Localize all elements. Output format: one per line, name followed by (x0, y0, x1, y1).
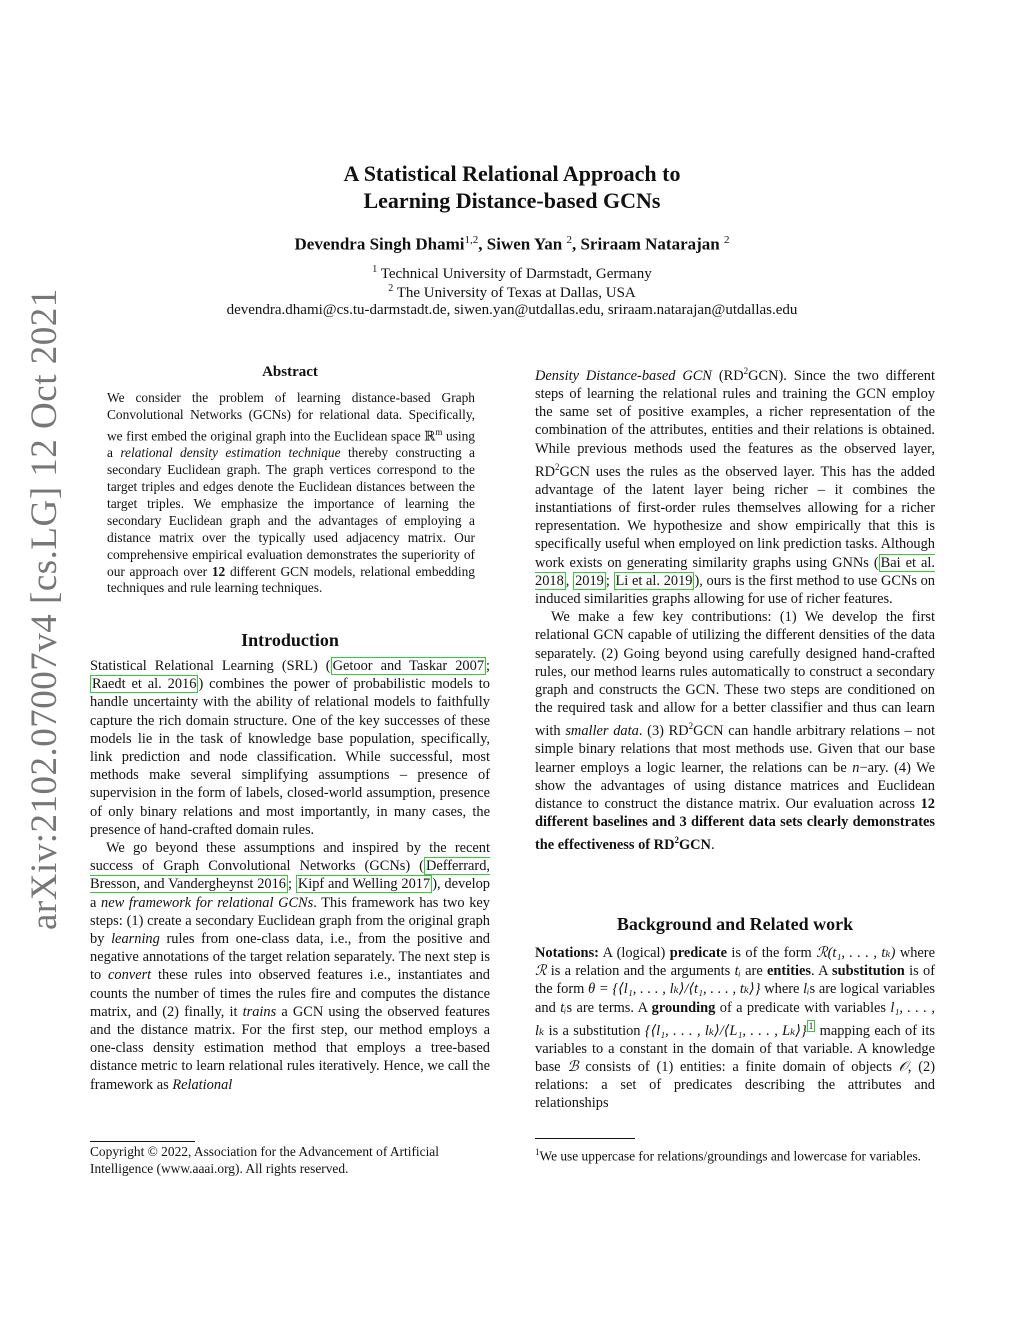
bg-math-theta: θ = {⟨l₁, . . . , lₖ⟩/⟨t₁, . . . , tₖ⟩} (588, 981, 761, 998)
right-p2-sup-2: 2 (674, 835, 679, 846)
right-p2-bold: 12 different baselines and 3 different data sets clearly demonstrates the effectiveness of RD (535, 796, 935, 854)
abstract-text-2: using a (107, 428, 475, 461)
right-p1-text-b: (RD (711, 367, 744, 384)
right-p2-text-i: . (710, 837, 715, 854)
bg-math-grounding: {⟨l₁, . . . , lₖ⟩/⟨L₁, . . . , Lₖ⟩} (644, 1022, 807, 1039)
right-column-body (535, 362, 935, 854)
bg-term-predicate: predicate (669, 945, 728, 961)
intro-p2-text-g: rules from one-class data, i.e., from the positive and negative annotations of the target relation separately. The next step is to (90, 931, 490, 984)
intro-p2-text-b: ; (288, 876, 296, 893)
bg-math-relation: ℛ (535, 963, 547, 980)
footnote-1 (535, 1144, 935, 1165)
citation-getoor-taskar[interactable]: Getoor and Taskar 2007 (332, 658, 485, 674)
affiliation-2 (0, 283, 1024, 302)
footnote-mark: 1 (535, 1147, 540, 1157)
title-line-1: A Statistical Relational Approach to (343, 161, 681, 186)
background-heading: Background and Related work (616, 914, 854, 934)
bg-text-31: , (2) relations: a set of predicates describing the attributes and relationships (535, 1059, 935, 1112)
intro-p2-text-c: ), develop a (90, 876, 490, 911)
footnote-divider (535, 1138, 635, 1139)
bg-term-substitution: substitution (832, 963, 905, 980)
bg-text-4: is of the form (727, 945, 817, 961)
footnote-text: We use uppercase for relations/groundings and lowercase for variables. (539, 1148, 922, 1164)
abstract-text-4: different GCN models, relational embedding techniques and rule learning techniques. (107, 563, 475, 596)
bg-text-29: consists of (1) entities: a finite domain of objects (578, 1059, 899, 1076)
bg-text-2: A (logical) (598, 945, 670, 961)
abstract-space-dim: m (435, 426, 443, 437)
title-line-2: Learning Distance-based GCNs (363, 188, 661, 213)
intro-paragraph-2 (90, 839, 490, 1094)
citation-kipf-welling[interactable]: Kipf and Welling 2017 (297, 876, 431, 893)
bg-text-10: are (740, 963, 768, 980)
author-3-affil: 2 (723, 234, 730, 246)
intro-p2-text-a: We go beyond these assumptions and inspired by the recent success of Graph Convolutional Networks (GCNs) ( (90, 840, 490, 875)
paper-title (0, 160, 1024, 214)
right-paragraph-1 (535, 362, 935, 608)
bg-text-8: is a relation and the arguments (546, 963, 735, 980)
intro-p1-text-a: Statistical Relational Learning (SRL) ( (90, 658, 331, 674)
abstract-technique: relational density estimation technique (120, 445, 341, 461)
author-2: Siwen Yan (486, 234, 563, 254)
bg-math-predicate: ℛ(t₁, . . . , tₖ) (816, 945, 896, 961)
right-p1-sup: 2 (743, 366, 749, 376)
abstract-space-symbol: ℝ (424, 428, 436, 444)
footnote-ref-1[interactable]: 1 (808, 1020, 814, 1031)
abstract-count: 12 (211, 563, 226, 579)
intro-p1-text-b: ; (486, 658, 491, 674)
right-p2-var-n: n (852, 759, 860, 776)
bg-text-14: is of the form (535, 963, 935, 998)
intro-p2-emph-convert: convert (108, 967, 152, 984)
bg-text-12: . A (810, 963, 832, 980)
citation-bai-2018[interactable]: Bai et al. 2018 (535, 554, 935, 589)
intro-paragraph-1 (90, 657, 490, 839)
introduction-body (90, 657, 490, 1094)
author-3: Sriraam Natarajan (580, 234, 720, 254)
right-p2-text-f: −ary. (4) We show the advantages of using distance matrices and Euclidean distance to construct the distance matrix. Our evaluation across (535, 759, 935, 813)
bg-text-18: s are logical variables and (535, 981, 936, 1016)
notations-label: Notations: (535, 945, 599, 961)
introduction-heading: Introduction (241, 630, 339, 650)
citation-bai-2019[interactable]: 2019 (575, 572, 604, 589)
affiliation-1-mark: 1 (372, 264, 378, 275)
right-p1-emph: Density Distance-based GCN (535, 367, 712, 384)
abstract-text-1: We consider the problem of learning distance-based Graph Convolutional Networks (GCNs) for relational data. Specifically, we first embed the original graph into the Euclidean space (107, 390, 475, 444)
bg-text-16: where (760, 981, 804, 998)
right-paragraph-2 (535, 608, 935, 854)
bg-term-grounding: grounding (651, 999, 716, 1016)
right-p2-sup: 2 (688, 721, 694, 732)
bg-math-ti: tᵢ (734, 963, 741, 980)
author-1-affil: 1,2 (464, 234, 479, 246)
right-p2-bold-gcn: GCN (678, 837, 711, 854)
intro-p2-text-e: . This framework has two key steps: (1) create a secondary Euclidean graph from the original graph by (90, 894, 490, 948)
intro-p2-text-k: a GCN using the observed features and the distance matrix. For the first step, our method employs a one-class density estimation method that employs a tree-based distance metric to learn relational rules iteratively. Hence, we call the framework as (90, 1003, 490, 1093)
right-p1-sup-2: 2 (555, 461, 560, 472)
right-p1-text-c: GCN). Since the two different steps of learning the relational rules and training the GCN employ the same set of positive examples, a richer representation of the combination of the attributes, entities and their relations is obtained. While previous methods used the features as the observed layer, RD (535, 367, 935, 480)
bg-math-li: lᵢ (803, 981, 810, 998)
author-emails: devendra.dhami@cs.tu-darmstadt.de, siwen.yan@utdallas.edu, sriraam.natarajan@utdallas.edu (226, 302, 798, 318)
bg-text-27: mapping each of its variables to a constant in the domain of that variable. A knowledge base (535, 1022, 935, 1076)
abstract-heading: Abstract (262, 364, 318, 380)
copyright-notice: Copyright © 2022, Association for the Advancement of Artificial Intelligence (www.aaai.org). All rights reserved. (90, 1144, 439, 1176)
intro-p2-emph-learning: learning (111, 931, 160, 948)
affiliation-1-text: Technical University of Darmstadt, Germany (380, 266, 652, 282)
intro-p1-text-c: ) combines the power of probabilistic models to handle uncertainty with the ability of relational models to faithfully capture the rich domain structure. One of the key successes of these models lie in the task of knowledge base population, specifically, link prediction and node classification. While successful, most methods make several simplifying assumptions – presence of supervision in the form of labels, closed-world assumption, presence of only binary relations and most importantly, in many cases, the presence of hand-crafted domain rules. (90, 676, 490, 838)
bg-math-vars: l₁, . . . , lₖ (535, 999, 935, 1039)
right-p1-text-g: ), ours is the first method to use GCNs on induced similarities graphs allowing for use of richer features. (535, 572, 935, 608)
copyright-divider (90, 1141, 195, 1142)
bg-math-objects: 𝒪 (898, 1059, 908, 1076)
right-p1-text-d: GCN uses the rules as the observed layer. This has the added advantage of the latent layer being richer – it combines the instantiations of first-order rules themselves allowing for a richer representation. We hypothesize and show empirically that this is specifically useful when employed on link prediction tasks. Although work exists on generating similarity graphs using GNNs ( (535, 463, 935, 571)
intro-p2-emph-relational: Relational (172, 1076, 233, 1093)
intro-p2-emph-trains: trains (242, 1003, 277, 1020)
citation-li-2019[interactable]: Li et al. 2019 (615, 572, 693, 589)
bg-text-20: s are terms. A (566, 999, 652, 1016)
right-p1-text-f: ; (605, 572, 614, 589)
right-p2-text-c: . (3) RD (638, 723, 689, 740)
right-p2-emph: smaller data (565, 723, 639, 740)
abstract-body (107, 390, 475, 597)
intro-p2-emph-framework: new framework for relational GCNs (101, 894, 314, 911)
right-p2-text-d: GCN can handle arbitrary relations – not simple binary relations that most methods use. Given that our base learner employs a logic learner, the relations can be (535, 723, 935, 776)
bg-text-22: of a predicate with variables (715, 999, 891, 1016)
right-p1-text-e: , (565, 572, 574, 589)
author-1: Devendra Singh Dhami (294, 234, 465, 254)
intro-p2-text-i: these rules into observed features i.e., instantiates and counts the number of times the rules fire and computes the distance matrix, and (2) finally, it (90, 967, 490, 1020)
notations-paragraph (535, 944, 935, 1113)
bg-text-24: is a substitution (544, 1022, 645, 1039)
right-p2-text-a: We make a few key contributions: (1) We develop the first relational GCN capable of utilizing the different densities of the data separately. (2) Going beyond using carefully designed hand-crafted rules, our method learns rules automatically to construct a secondary graph and constructs the GCN. These two steps are conditioned on the required task and allow for a better classifier and thus can learn with (535, 609, 935, 740)
bg-term-entities: entities (767, 963, 811, 980)
author-list: Devendra Singh Dhami$^{1,2}$, Siwen Yan $^2$, Sriraam Natarajan $^2$ (294, 234, 730, 254)
affiliation-1 (0, 264, 1024, 283)
bg-math-kb: ℬ (567, 1059, 579, 1076)
citation-raedt[interactable]: Raedt et al. 2016 (92, 676, 197, 693)
abstract-text-3: thereby constructing a secondary Euclidean graph. The graph vertices correspond to the target triples and edges denote the Euclidean distances between the target triples. We emphasize the importance of learning the secondary Euclidean graph and the advantages of employing a distance matrix over the typically used adjacency matrix. Our comprehensive empirical evaluation demonstrates the superiority of our approach over (107, 445, 475, 579)
bg-text-6: where (895, 945, 935, 961)
bg-math-ti-2: tᵢ (560, 999, 567, 1016)
affiliation-2-mark: 2 (388, 283, 394, 294)
author-2-affil: 2 (566, 234, 572, 246)
affiliation-2-text: The University of Texas at Dallas, USA (396, 285, 636, 301)
citation-defferrard[interactable]: Defferrard, Bresson, and Vandergheynst 2016 (90, 858, 490, 893)
arxiv-stamp: arXiv:2102.07007v4 [cs.LG] 12 Oct 2021 (24, 288, 65, 930)
